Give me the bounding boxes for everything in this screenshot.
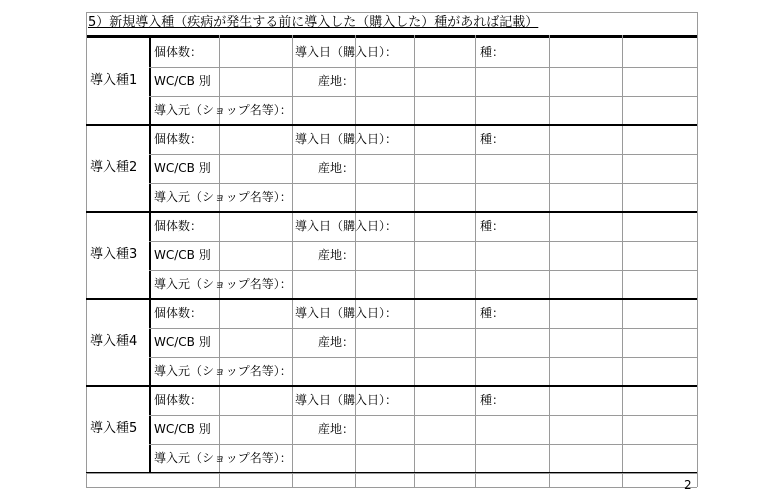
entry-name-1: 導入種1 bbox=[90, 73, 138, 88]
label-count: 個体数： bbox=[154, 132, 203, 146]
label-wc-cb: WC/CB 別 bbox=[154, 74, 211, 88]
entry-name-4: 導入種4 bbox=[90, 334, 138, 349]
label-origin: 産地： bbox=[318, 161, 355, 175]
label-count: 個体数： bbox=[154, 219, 203, 233]
label-source: 導入元（ショップ名等）： bbox=[154, 364, 292, 378]
label-species: 種： bbox=[480, 393, 505, 407]
label-intro-date: 導入日（購入日）： bbox=[295, 132, 398, 146]
label-origin: 産地： bbox=[318, 248, 355, 262]
label-intro-date: 導入日（購入日）： bbox=[295, 393, 398, 407]
entry-name-5: 導入種5 bbox=[90, 421, 138, 436]
label-source: 導入元（ショップ名等）： bbox=[154, 190, 292, 204]
label-species: 種： bbox=[480, 132, 505, 146]
label-origin: 産地： bbox=[318, 422, 355, 436]
label-count: 個体数： bbox=[154, 306, 203, 320]
label-count: 個体数： bbox=[154, 393, 203, 407]
label-wc-cb: WC/CB 別 bbox=[154, 161, 211, 175]
page-number: 2 bbox=[684, 478, 692, 492]
label-species: 種： bbox=[480, 45, 505, 59]
label-species: 種： bbox=[480, 306, 505, 320]
label-origin: 産地： bbox=[318, 74, 355, 88]
entry-name-3: 導入種3 bbox=[90, 247, 138, 262]
label-wc-cb: WC/CB 別 bbox=[154, 248, 211, 262]
label-intro-date: 導入日（購入日）： bbox=[295, 45, 398, 59]
label-source: 導入元（ショップ名等）： bbox=[154, 103, 292, 117]
entry-name-2: 導入種2 bbox=[90, 160, 138, 175]
label-intro-date: 導入日（購入日）： bbox=[295, 306, 398, 320]
label-source: 導入元（ショップ名等）： bbox=[154, 277, 292, 291]
section-title: 5）新規導入種（疾病が発生する前に導入した（購入した）種があれば記載） bbox=[88, 15, 539, 30]
label-source: 導入元（ショップ名等）： bbox=[154, 451, 292, 465]
label-count: 個体数： bbox=[154, 45, 203, 59]
label-intro-date: 導入日（購入日）： bbox=[295, 219, 398, 233]
label-origin: 産地： bbox=[318, 335, 355, 349]
label-wc-cb: WC/CB 別 bbox=[154, 335, 211, 349]
label-wc-cb: WC/CB 別 bbox=[154, 422, 211, 436]
label-species: 種： bbox=[480, 219, 505, 233]
